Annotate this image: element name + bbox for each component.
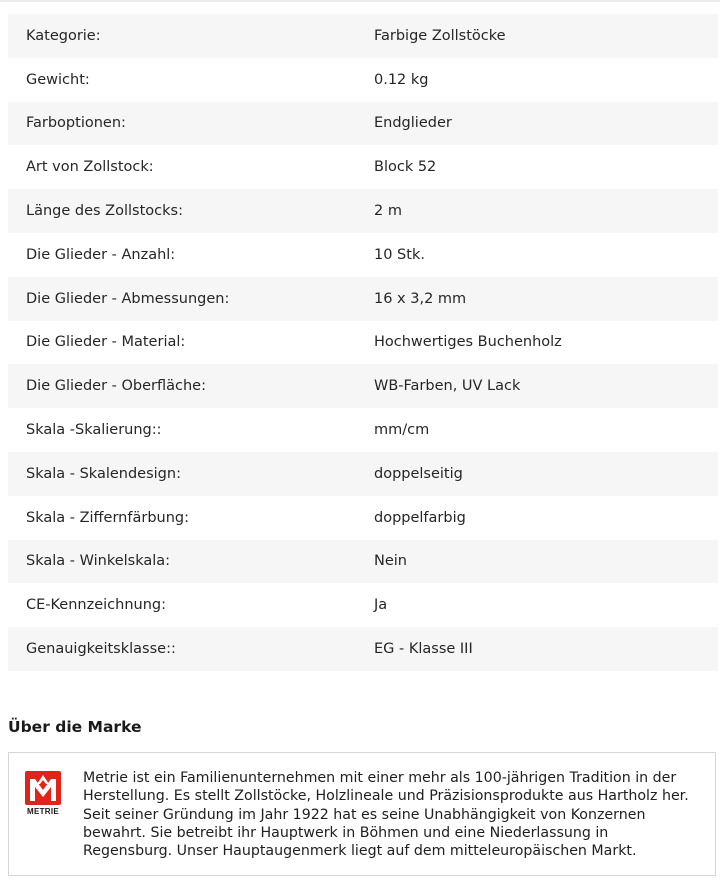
brand-card xyxy=(8,752,716,876)
table-row xyxy=(8,496,718,540)
spec-label: Die Glieder - Anzahl: xyxy=(26,246,176,263)
table-row xyxy=(8,452,718,496)
table-row xyxy=(8,321,718,365)
spec-value: doppelfarbig xyxy=(374,509,466,526)
table-row xyxy=(8,145,718,189)
spec-value: Nein xyxy=(374,553,407,570)
table-row xyxy=(8,189,718,233)
table-row xyxy=(8,233,718,277)
brand-logo[interactable] xyxy=(25,771,61,817)
spec-label: Die Glieder - Oberfläche: xyxy=(26,378,206,395)
spec-value: Block 52 xyxy=(374,159,437,176)
spec-label: CE-Kennzeichnung: xyxy=(26,597,166,614)
metrie-logo-icon xyxy=(25,771,61,805)
spec-value: EG - Klasse III xyxy=(374,641,473,658)
spec-label: Genauigkeitsklasse:: xyxy=(26,641,176,658)
table-row xyxy=(8,408,718,452)
spec-value: 16 x 3,2 mm xyxy=(374,290,467,307)
spec-label: Die Glieder - Material: xyxy=(26,334,186,351)
spec-label: Länge des Zollstocks: xyxy=(26,203,183,220)
spec-label: Skala - Winkelskala: xyxy=(26,553,171,570)
spec-value: 2 m xyxy=(374,203,402,220)
spec-label: Skala - Ziffernfärbung: xyxy=(26,509,189,526)
spec-value: Farbige Zollstöcke xyxy=(374,27,506,44)
logo-wordmark: METRIE xyxy=(26,807,60,816)
spec-value: Endglieder xyxy=(374,115,452,132)
spec-value: doppelseitig xyxy=(374,465,463,482)
table-row xyxy=(8,102,718,146)
table-row xyxy=(8,627,718,671)
spec-value: mm/cm xyxy=(374,422,430,439)
table-row xyxy=(8,58,718,102)
spec-label: Kategorie: xyxy=(26,27,101,44)
spec-value: 0.12 kg xyxy=(374,71,429,88)
table-row xyxy=(8,364,718,408)
table-row xyxy=(8,540,718,584)
spec-label: Skala -Skalierung:: xyxy=(26,422,162,439)
brand-description: Metrie ist ein Familienunternehmen mit einer mehr als 100-jährigen Tradition in der Herstellung. Es stellt Zollstöcke, Holzlineale und Präzisionsprodukte aus Hartholz her. Seit seiner Gründung im Jahr 1922 hat es seine Unabhängigkeit von Konzernen bewahrt. Sie betreibt ihr Hauptwerk in Böhmen und eine Niederlassung in Regensburg. Unser Hauptaugenmerk liegt auf dem mitteleuropäischen Markt. xyxy=(83,770,689,860)
spec-value: Ja xyxy=(374,597,388,614)
spec-value: WB-Farben, UV Lack xyxy=(374,378,521,395)
table-row xyxy=(8,583,718,627)
spec-label: Farboptionen: xyxy=(26,115,126,132)
section-heading: Über die Marke xyxy=(8,718,142,736)
table-row xyxy=(8,14,718,58)
specs-table xyxy=(8,14,718,671)
table-row xyxy=(8,277,718,321)
top-divider xyxy=(0,0,720,2)
spec-value: 10 Stk. xyxy=(374,246,425,263)
spec-label: Art von Zollstock: xyxy=(26,159,154,176)
spec-label: Skala - Skalendesign: xyxy=(26,465,181,482)
spec-value: Hochwertiges Buchenholz xyxy=(374,334,562,351)
spec-label: Gewicht: xyxy=(26,71,90,88)
spec-label: Die Glieder - Abmessungen: xyxy=(26,290,230,307)
